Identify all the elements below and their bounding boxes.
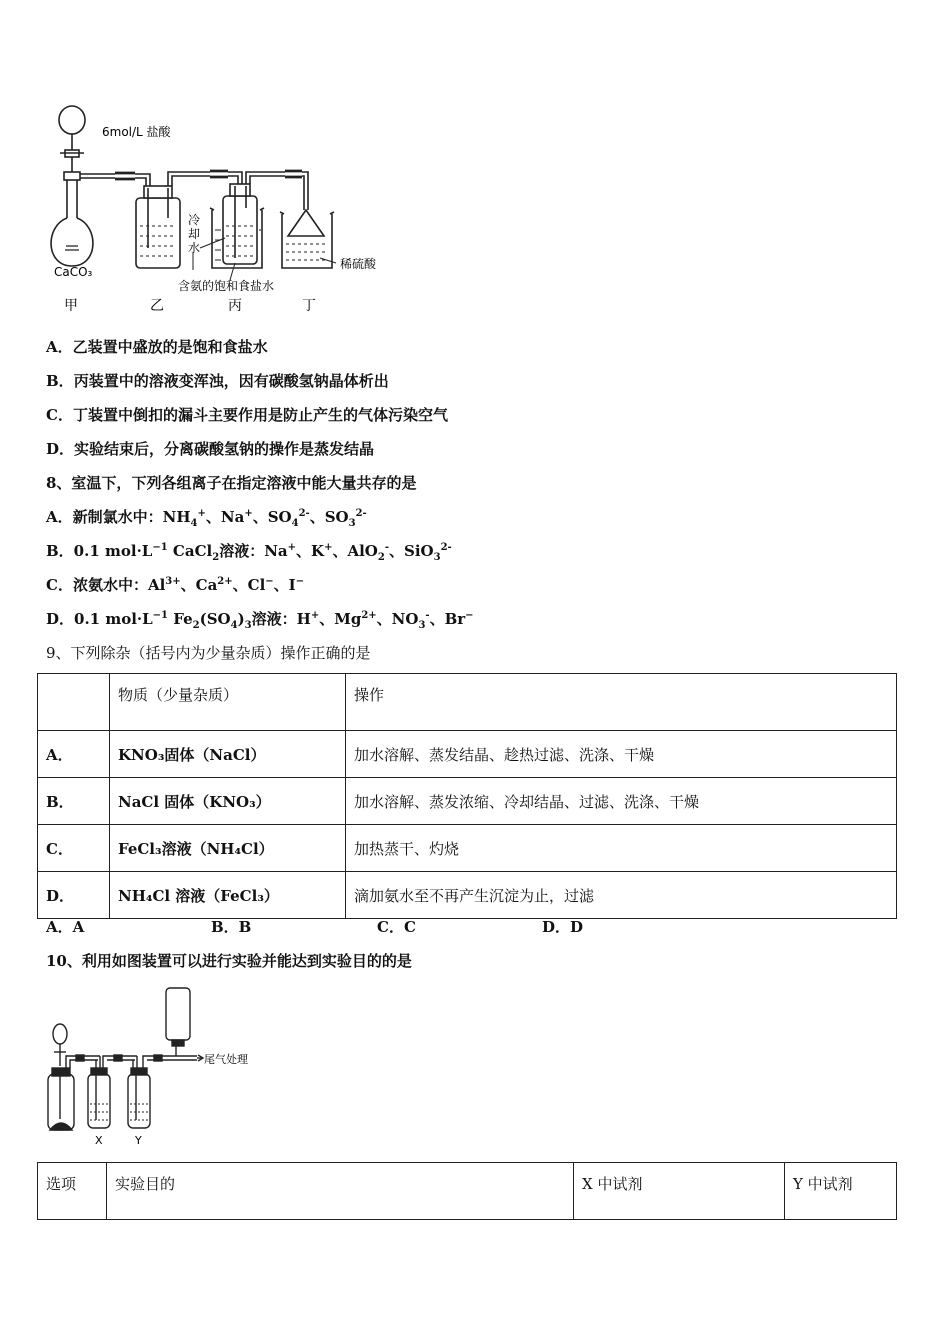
apparatus-figure-2 [42,984,282,1149]
q7-option-d: D．实验结束后，分离碳酸氢钠的操作是蒸发结晶 [46,440,375,458]
q9-choice-d: D．D [542,918,584,936]
q9-choice-b: B．B [211,918,252,936]
q8-stem: 8、室温下，下列各组离子在指定溶液中能大量共存的是 [46,474,417,492]
tail-gas-label: 尾气处理 [204,1053,248,1066]
q8-option-a: A．新制氯水中：$NH_4^+$、Na+、$SO_4^{2-}$、$SO_3^{2-}$ [46,508,367,529]
q9-header-row: 物质（少量杂质） 操作 [38,674,897,731]
q10-header-row: 选项 实验目的 X 中试剂 Y 中试剂 [38,1163,897,1220]
q9-choice-c: C．C [377,918,416,936]
acid-label: 6mol/L 盐酸 [102,125,171,139]
svg-text:水: 水 [188,241,201,255]
table-row: B． NaCl 固体（KNO₃） 加水溶解、蒸发浓缩、冷却结晶、过滤、洗涤、干燥 [38,778,897,825]
cooling-water-label: 冷 [188,213,201,227]
caco3-label: CaCO₃ [54,265,93,279]
q9-table [37,673,897,919]
label-yi: 乙 [150,298,164,314]
x-label: X [95,1134,103,1147]
table-row: C． FeCl₃溶液（NH₄Cl） 加热蒸干、灼烧 [38,825,897,872]
y-label: Y [135,1134,142,1147]
table-row: A． KNO₃固体（NaCl） 加水溶解、蒸发结晶、趁热过滤、洗涤、干燥 [38,731,897,778]
q10-table [37,1162,897,1220]
q8-option-d: D．0.1 $mol\cdot L^{-1}$ $Fe_2(SO_4)_3$溶液：H+、$Mg^{2+}$、$NO_3^-$、Br− [46,610,474,631]
apparatus-figure-1 [40,98,400,318]
label-bing: 丙 [228,298,242,314]
q9-stem: 9、下列除杂（括号内为少量杂质）操作正确的是 [46,644,371,662]
table-row: D． NH₄Cl 溶液（FeCl₃） 滴加氨水至不再产生沉淀为止，过滤 [38,872,897,919]
label-ding: 丁 [302,298,316,314]
q7-option-a: A．乙装置中盛放的是饱和食盐水 [46,338,268,356]
dilute-acid-label: 稀硫酸 [340,257,377,271]
label-jia: 甲 [64,298,78,314]
q9-choice-a: A．A [46,918,85,936]
q7-option-c: C．丁装置中倒扣的漏斗主要作用是防止产生的气体污染空气 [46,406,448,424]
q10-stem: 10、利用如图装置可以进行实验并能达到实验目的的是 [46,952,412,970]
q8-option-b: B．0.1 $mol\cdot L^{-1}$ CaCl$_2$溶液：Na+、K+、AlO$_2$-、SiO$_3^{2-}$ [46,542,452,563]
svg-text:却: 却 [188,227,201,241]
q8-option-c: C．浓氨水中：$Al^{3+}$、$Ca^{2+}$、Cl−、I− [46,576,305,594]
q7-option-b: B．丙装置中的溶液变浑浊，因有碳酸氢钠晶体析出 [46,372,389,390]
ammonia-brine-label: 含氨的饱和食盐水 [178,279,275,293]
